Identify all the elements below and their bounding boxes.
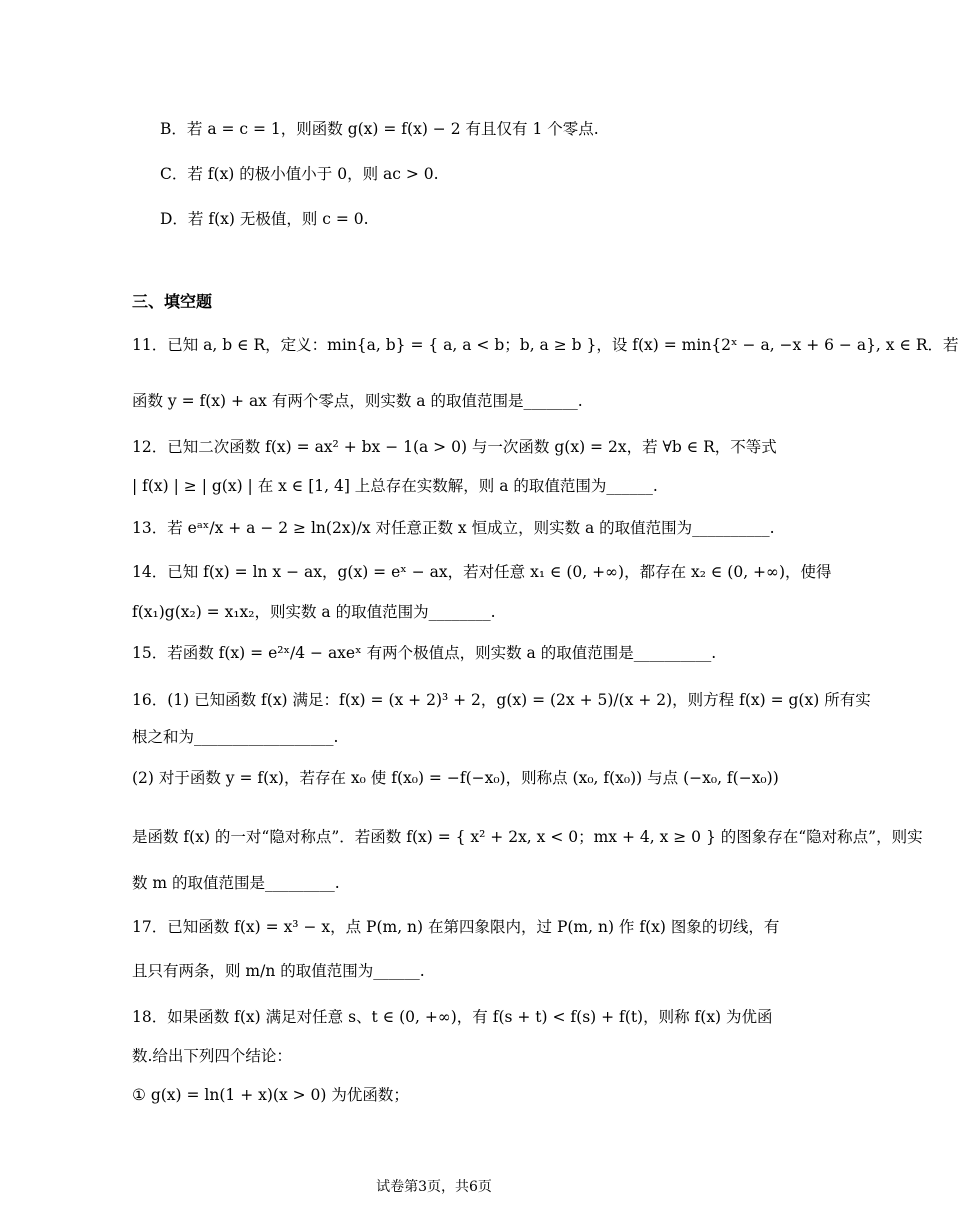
question-16-line-2: 根之和为__________________.	[132, 728, 339, 746]
question-15: 15．若函数 f(x) = e²ˣ/4 − axeˣ 有两个极值点，则实数 a 的取值范围是__________.	[132, 644, 717, 662]
question-12-line-1: 12．已知二次函数 f(x) = ax² + bx − 1(a > 0) 与一次函数 g(x) = 2x，若 ∀b ∈ R，不等式	[132, 438, 777, 456]
question-17-line-1: 17．已知函数 f(x) = x³ − x，点 P(m, n) 在第四象限内，过 P(m, n) 作 f(x) 图象的切线，有	[132, 918, 780, 936]
question-14-line-2: f(x₁)g(x₂) = x₁x₂，则实数 a 的取值范围为________.	[132, 603, 496, 621]
question-18-line-1: 18．如果函数 f(x) 满足对任意 s、t ∈ (0, +∞)，有 f(s + t) < f(s) + f(t)，则称 f(x) 为优函	[132, 1008, 773, 1026]
option-b: B．若 a = c = 1，则函数 g(x) = f(x) − 2 有且仅有 1 个零点.	[160, 120, 599, 138]
question-13: 13．若 eᵃˣ/x + a − 2 ≥ ln(2x)/x 对任意正数 x 恒成立，则实数 a 的取值范围为__________.	[132, 519, 775, 537]
question-17-line-2: 且只有两条，则 m/n 的取值范围为______.	[132, 962, 425, 980]
question-14-line-1: 14．已知 f(x) = ln x − ax，g(x) = eˣ − ax，若对任意 x₁ ∈ (0, +∞)，都存在 x₂ ∈ (0, +∞)，使得	[132, 563, 832, 581]
question-16-part-2-line-2: 是函数 f(x) 的一对“隐对称点”．若函数 f(x) = { x² + 2x, x < 0；mx + 4, x ≥ 0 } 的图象存在“隐对称点”，则实	[132, 828, 923, 846]
question-11-line-2: 函数 y = f(x) + ax 有两个零点，则实数 a 的取值范围是_______.	[132, 392, 583, 410]
section-title: 三、填空题	[132, 292, 213, 311]
question-11-line-1: 11．已知 a, b ∈ R，定义：min{a, b} = { a, a < b；b, a ≥ b }，设 f(x) = min{2ˣ − a, −x + 6 − a}, x ∈ R．若	[132, 336, 959, 354]
question-16-line-1: 16．(1) 已知函数 f(x) 满足：f(x) = (x + 2)³ + 2，g(x) = (2x + 5)/(x + 2)，则方程 f(x) = g(x) 所有实	[132, 691, 871, 709]
question-18-item-1: ① g(x) = ln(1 + x)(x > 0) 为优函数；	[132, 1086, 409, 1104]
question-16-part-2-line-3: 数 m 的取值范围是_________.	[132, 874, 340, 892]
option-c: C．若 f(x) 的极小值小于 0，则 ac > 0.	[160, 165, 439, 183]
question-18-line-2: 数.给出下列四个结论：	[132, 1047, 292, 1065]
question-12-line-2: | f(x) | ≥ | g(x) | 在 x ∈ [1, 4] 上总存在实数解，则 a 的取值范围为______.	[132, 477, 658, 495]
question-16-part-2-line-1: (2) 对于函数 y = f(x)，若存在 x₀ 使 f(x₀) = −f(−x₀)，则称点 (x₀, f(x₀)) 与点 (−x₀, f(−x₀))	[132, 769, 779, 787]
option-d: D．若 f(x) 无极值，则 c = 0.	[160, 210, 369, 228]
page-footer: 试卷第3页，共6页	[376, 1179, 492, 1195]
